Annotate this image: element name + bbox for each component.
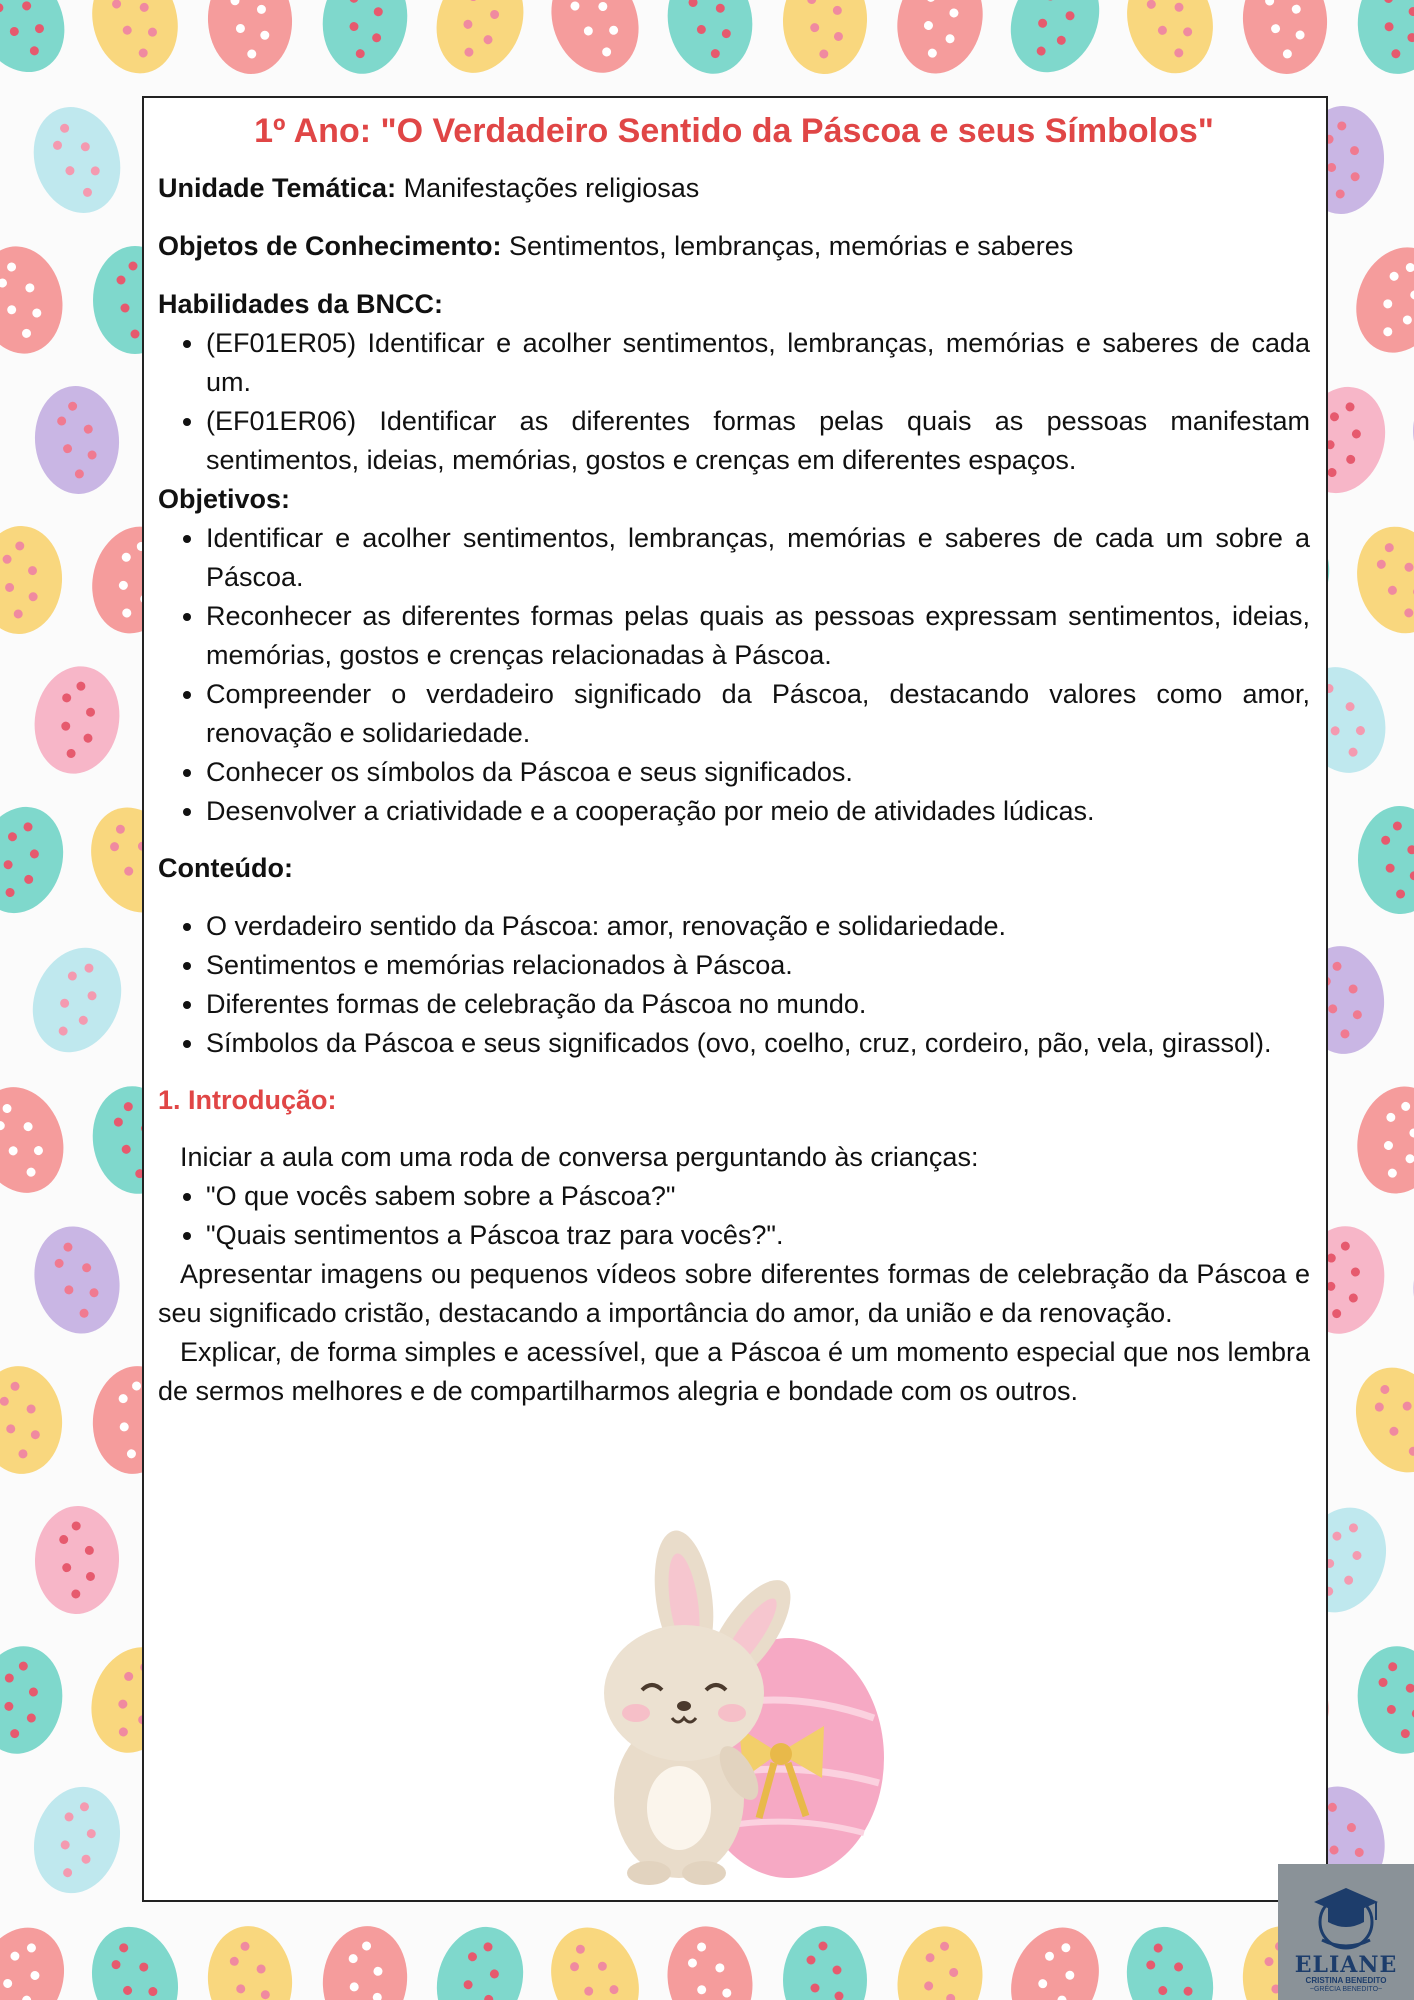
easter-egg-icon [658, 1919, 761, 2000]
easter-egg-icon [25, 1218, 130, 1341]
introducao-paragraph: Apresentar imagens ou pequenos vídeos sobre diferentes formas de celebração da Páscoa e seu significado cristão, destacando a importância do amor, da união e da renovação. [158, 1259, 1310, 1328]
easter-egg-icon [1345, 517, 1414, 643]
easter-egg-icon [0, 796, 76, 924]
objetos-value: Sentimentos, lembranças, memórias e saberes [509, 231, 1074, 261]
list-item: • Diferentes formas de celebração da Páscoa no mundo. [206, 985, 1310, 1024]
easter-egg-icon [1340, 1354, 1414, 1486]
easter-egg-icon [20, 96, 133, 225]
easter-egg-icon [1403, 97, 1414, 222]
easter-egg-icon [0, 1075, 77, 1204]
introducao-heading: 1. Introdução: [158, 1085, 337, 1115]
list-item: • (EF01ER06) Identificar as diferentes formas pelas quais as pessoas manifestam sentimentos, ideias, memórias, gostos e crenças em diferentes espaços. [206, 402, 1310, 480]
logo-line1: CRISTINA BENEDITO [1305, 1976, 1387, 1985]
easter-egg-icon [0, 0, 81, 87]
easter-egg-icon [81, 0, 189, 83]
objetos-label: Objetos de Conhecimento: [158, 231, 502, 261]
easter-egg-icon [17, 934, 138, 1067]
list-item: • O verdadeiro sentido da Páscoa: amor, renovação e solidariedade. [206, 907, 1310, 946]
easter-egg-icon [318, 1922, 413, 2000]
list-item: • Sentimentos e memórias relacionados à Páscoa. [206, 946, 1310, 985]
eliane-logo [1278, 1864, 1414, 2000]
list-item: • Conhecer os símbolos da Páscoa e seus significados. [206, 753, 1310, 792]
unidade-tematica [158, 169, 1310, 208]
easter-egg-icon [536, 1914, 654, 2000]
easter-egg-icon [33, 1505, 121, 1616]
list-item: • Compreender o verdadeiro significado da Páscoa, destacando valores como amor, renovação e solidariedade. [206, 675, 1310, 753]
easter-egg-icon [424, 1916, 536, 2000]
easter-egg-icon [1341, 235, 1414, 366]
list-item: • (EF01ER05) Identificar e acolher sentimentos, lembranças, memórias e saberes de cada um. [206, 324, 1310, 402]
easter-egg-icon [1357, 805, 1414, 914]
easter-egg-icon [1115, 0, 1224, 83]
habilidades-heading: Habilidades da BNCC: [158, 289, 444, 319]
easter-egg-icon [660, 0, 760, 80]
easter-egg-icon [203, 1923, 296, 2000]
easter-egg-icon [22, 1777, 133, 1904]
easter-egg-icon [0, 1640, 70, 1760]
logo-line2: ~GRÉCIA BENEDITO~ [1309, 1986, 1383, 1993]
easter-egg-icon [423, 0, 538, 85]
easter-egg-icon [1398, 374, 1414, 506]
easter-egg-icon [31, 383, 122, 497]
lesson-plan-card [142, 96, 1328, 1902]
page-title: 1º Ano: "O Verdadeiro Sentido da Páscoa e seus Símbolos" [254, 112, 1214, 150]
objetivos-list [158, 519, 1310, 831]
easter-egg-icon [205, 0, 295, 76]
easter-egg-icon [1347, 1078, 1414, 1202]
easter-egg-icon [0, 1914, 80, 2000]
easter-egg-icon [537, 0, 653, 85]
graduation-cap-icon [1278, 1864, 1414, 1954]
easter-egg-icon [0, 1363, 67, 1478]
habilidades-list [158, 324, 1310, 480]
easter-egg-icon [1239, 0, 1330, 77]
easter-egg-icon [1114, 1916, 1226, 2000]
list-item: • "O que vocês sabem sobre a Páscoa?" [206, 1177, 1310, 1216]
easter-egg-icon [1408, 661, 1414, 780]
list-item: • Reconhecer as diferentes formas pelas quais as pessoas expressam sentimentos, ideias, memórias, gostos e crenças relacionadas à Páscoa. [206, 597, 1310, 675]
objetos-conhecimento [158, 227, 1310, 266]
easter-egg-icon [781, 0, 869, 75]
unidade-label: Unidade Temática: [158, 173, 397, 203]
easter-egg-icon [1399, 1215, 1414, 1345]
easter-egg-icon [1350, 1640, 1414, 1760]
unidade-value: Manifestações religiosas [403, 173, 700, 203]
questions-list [158, 1177, 1310, 1255]
bunny-with-egg-illustration [574, 1528, 894, 1888]
objetivos-heading: Objetivos: [158, 484, 291, 514]
easter-egg-icon [316, 0, 414, 79]
introducao-lead: Iniciar a aula com uma roda de conversa perguntando às crianças: [180, 1142, 979, 1172]
easter-egg-icon [0, 524, 65, 636]
easter-egg-icon [996, 1914, 1114, 2000]
introducao-paragraph: Explicar, de forma simples e acessível, que a Páscoa é um momento especial que nos lembra de sermos melhores e de compartilharmos alegria e bondade com os outros. [158, 1337, 1310, 1406]
logo-name: ELIANE [1294, 1952, 1398, 1978]
list-item: • "Quais sentimentos a Páscoa traz para vocês?". [206, 1216, 1310, 1255]
easter-egg-icon [1410, 942, 1414, 1058]
easter-egg-icon [1352, 0, 1414, 79]
conteudo-list [158, 907, 1310, 1063]
easter-egg-icon [995, 0, 1116, 86]
list-item: • Desenvolver a criatividade e a cooperação por meio de atividades lúdicas. [206, 792, 1310, 831]
list-item: • Símbolos da Páscoa e seus significados (ovo, coelho, cruz, cordeiro, pão, vela, girassol). [206, 1024, 1310, 1063]
easter-egg-icon [26, 660, 127, 781]
easter-egg-icon [80, 1917, 191, 2000]
easter-egg-icon [1402, 1497, 1414, 1624]
easter-egg-icon [0, 239, 72, 361]
easter-egg-icon [887, 0, 993, 82]
easter-egg-icon [888, 1919, 991, 2000]
list-item: • Identificar e acolher sentimentos, lembranças, memórias e saberes de cada um sobre a Páscoa. [206, 519, 1310, 597]
conteudo-heading: Conteúdo: [158, 853, 293, 883]
easter-egg-icon [783, 1926, 867, 2000]
